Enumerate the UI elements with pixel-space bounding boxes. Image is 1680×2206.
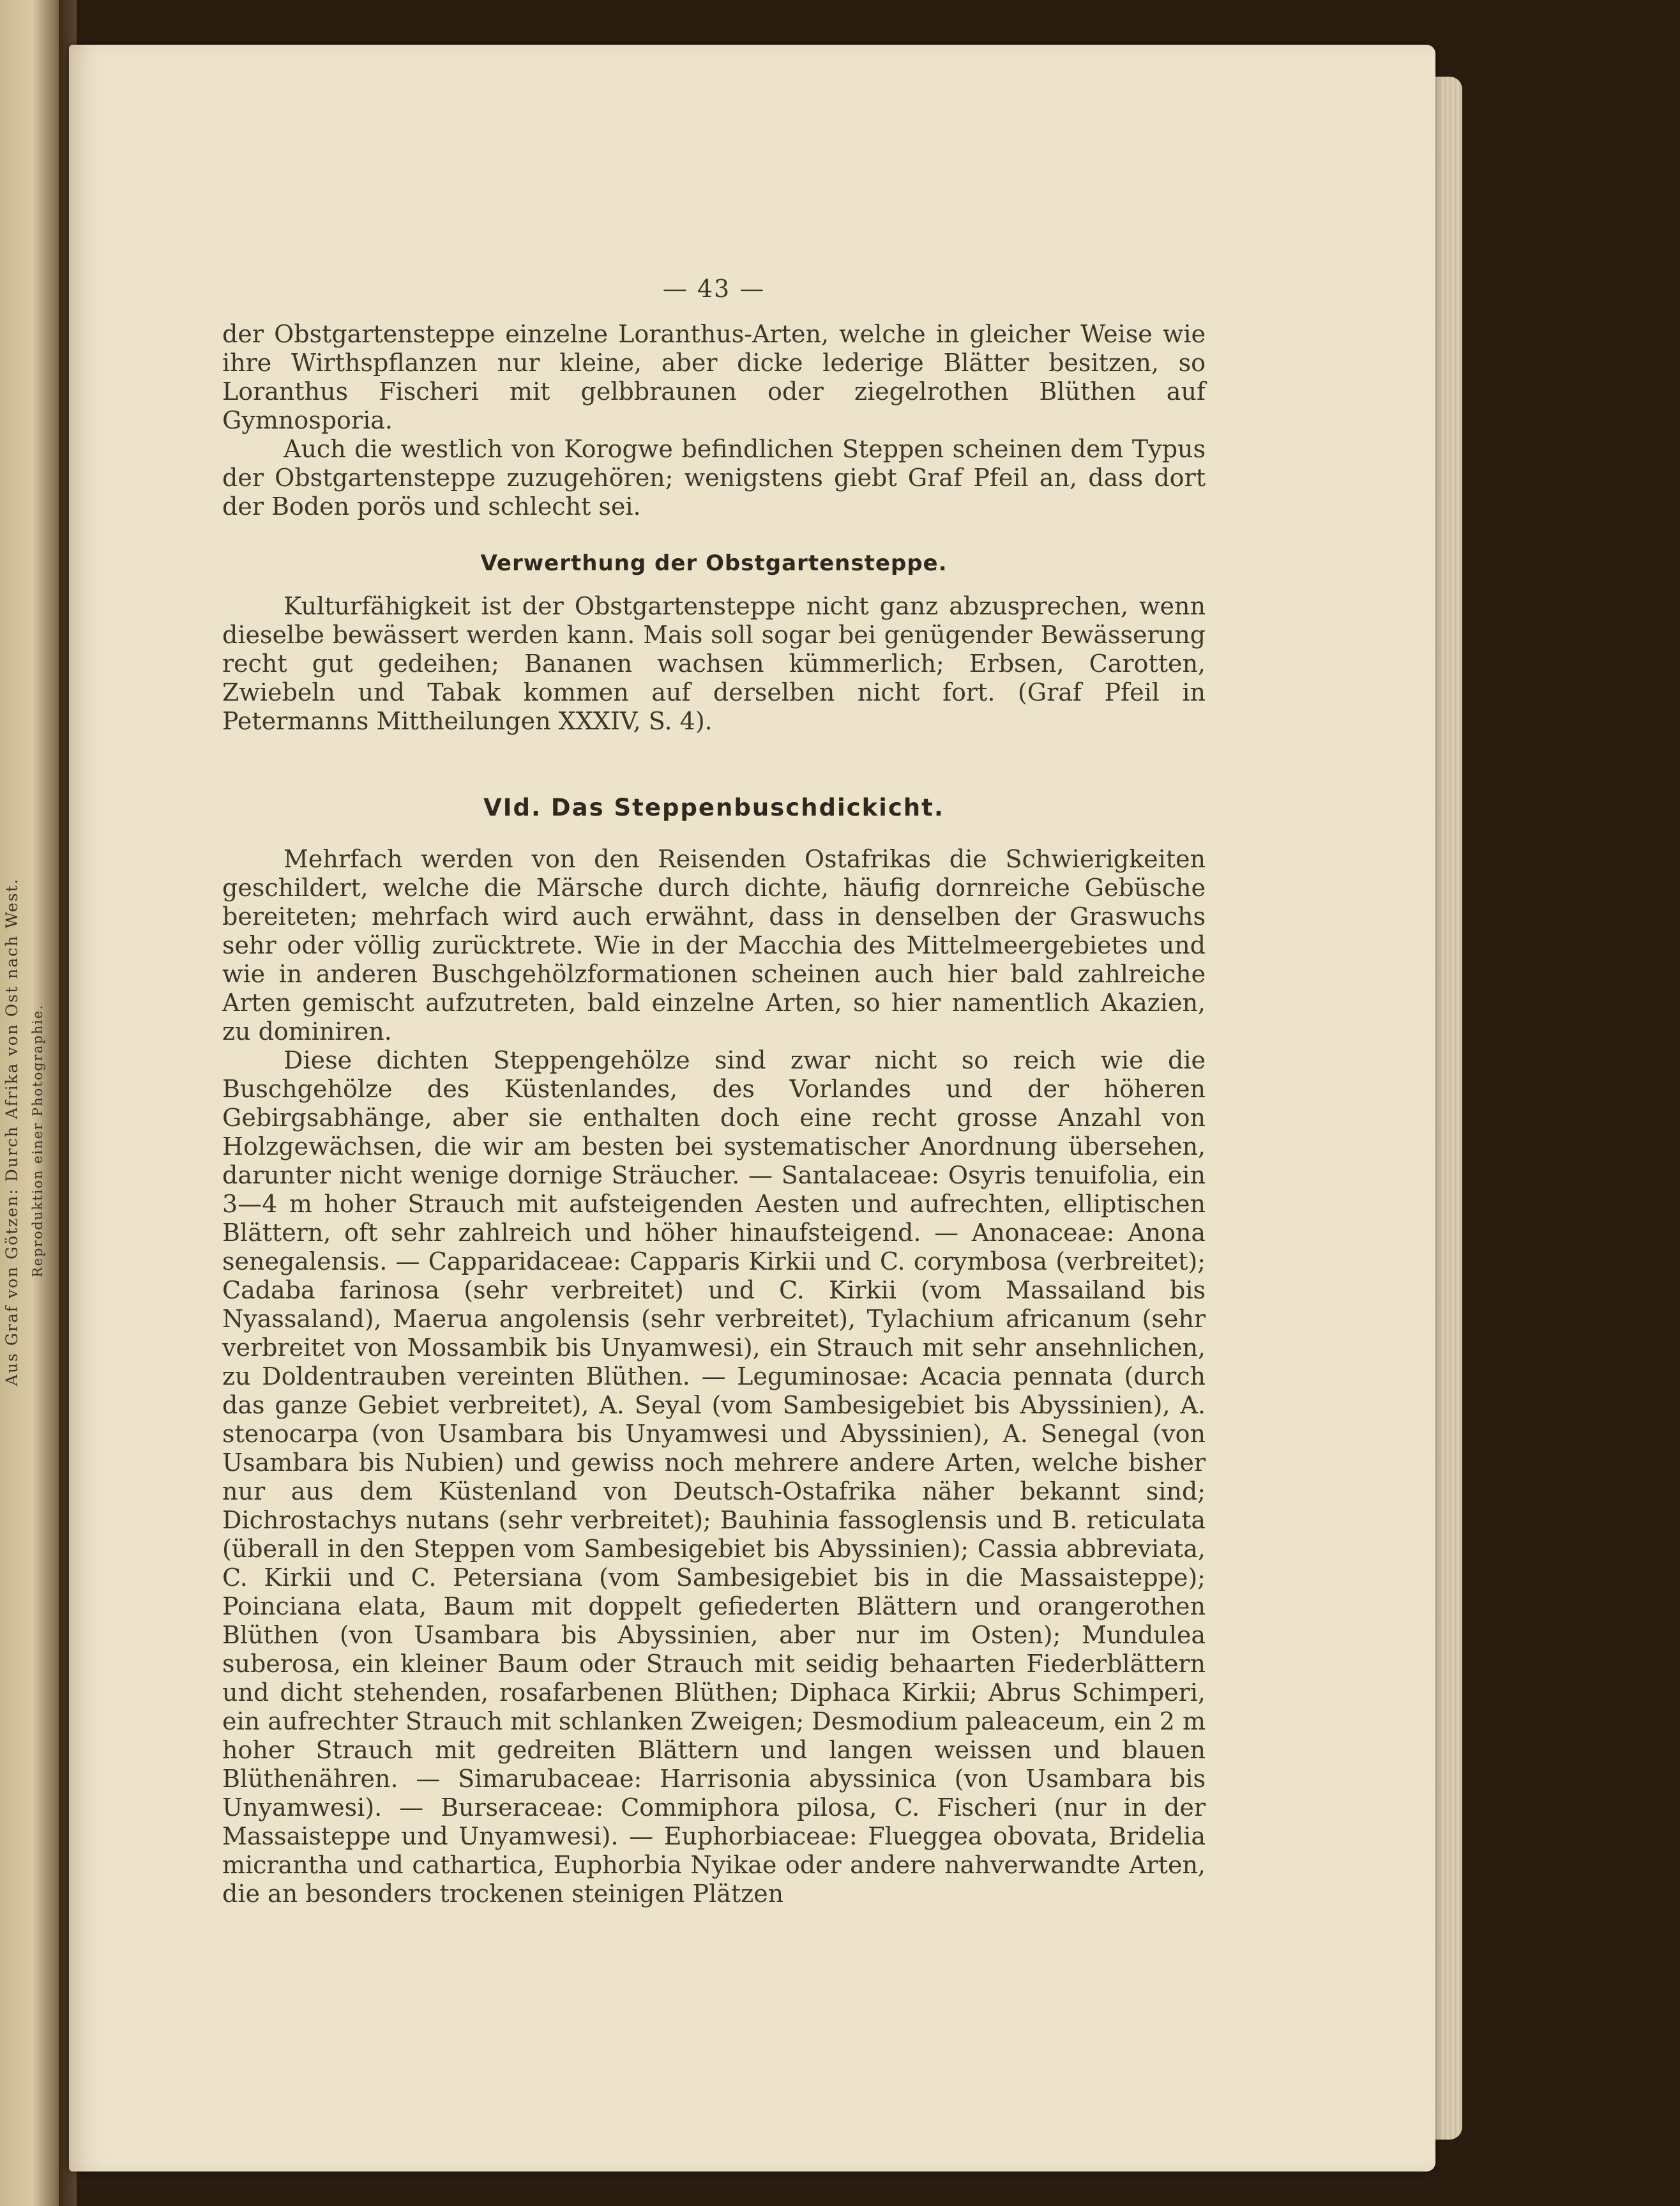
paragraph-korogwe: Auch die westlich von Korogwe befindlichen Steppen scheinen dem Typus der Obstgartensteppe zuzugehören; wenigstens giebt Graf Pfeil an, dass dort der Boden porös und schlecht sei. [222, 435, 1206, 521]
page-content [222, 275, 1206, 1908]
section-heading-verwerthung: Verwerthung der Obstgartensteppe. [480, 551, 948, 576]
previous-page-edge [0, 0, 59, 2206]
page-number: — 43 — [662, 275, 766, 303]
side-caption-line-2: Reproduktion einer Photographie. [30, 1003, 45, 1277]
side-caption [3, 811, 45, 1386]
side-caption-line-1: Aus Graf von Götzen: Durch Afrika von Ost nach West. [3, 878, 21, 1386]
paragraph-steppengehoelze: Diese dichten Steppengehölze sind zwar nicht so reich wie die Buschgehölze des Küstenlandes, des Vorlandes und der höheren Gebirgsabhänge, aber sie enthalten doch eine recht grosse Anzahl von Holzgewächsen, die wir am besten bei systematischer Anordnung übersehen, darunter nicht wenige dornige Sträucher. — Santalaceae: Osyris tenuifolia, ein 3—4 m hoher Strauch mit aufsteigenden Aesten und aufrechten, elliptischen Blättern, oft sehr zahlreich und höher hinaufsteigend. — Anonaceae: Anona senegalensis. — Capparidaceae: Capparis Kirkii und C. corymbosa (verbreitet); Cadaba farinosa (sehr verbreitet) und C. Kirkii (vom Massailand bis Nyassaland), Maerua angolensis (sehr verbreitet), Tylachium africanum (sehr verbreitet von Mossambik bis Unyamwesi), ein Strauch mit sehr ansehnlichen, zu Doldentrauben vereinten Blüthen. — Leguminosae: Acacia pennata (durch das ganze Gebiet verbreitet), A. Seyal (vom Sambesigebiet bis Abyssinien), A. stenocarpa (von Usambara bis Unyamwesi und Abyssinien), A. Senegal (von Usambara bis Nubien) und gewiss noch mehrere andere Arten, welche bisher nur aus dem Küstenland von Deutsch-Ostafrika näher bekannt sind; Dichrostachys nutans (sehr verbreitet); Bauhinia fassoglensis und B. reticulata (überall in den Steppen vom Sambesigebiet bis Abyssinien); Cassia abbreviata, C. Kirkii und C. Petersiana (vom Sambesigebiet bis in die Massaisteppe); Poinciana elata, Baum mit doppelt gefiederten Blättern und orangerothen Blüthen (von Usambara bis Abyssinien, aber nur im Osten); Mundulea suberosa, ein kleiner Baum oder Strauch mit seidig behaarten Fiederblättern und dicht stehenden, rosafarbenen Blüthen; Diphaca Kirkii; Abrus Schimperi, ein aufrechter Strauch mit schlanken Zweigen; Desmodium paleaceum, ein 2 m hoher Strauch mit gedreiten Blättern und langen weissen und blauen Blüthenähren. — Simarubaceae: Harrisonia abyssinica (von Usambara bis Unyamwesi). — Burseraceae: Commiphora pilosa, C. Fischeri (nur in der Massaisteppe und Unyamwesi). — Euphorbiaceae: Flueggea obovata, Bridelia micrantha und cathartica, Euphorbia Nyikae oder andere nahverwandte Arten, die an besonders trockenen steinigen Plätzen [222, 1046, 1206, 1908]
paragraph-continuation: der Obstgartensteppe einzelne Loranthus-Arten, welche in gleicher Weise wie ihre Wirthspflanzen nur kleine, aber dicke lederige Blätter besitzen, so Loranthus Fischeri mit gelbbraunen oder ziegelrothen Blüthen auf Gymnosporia. [222, 320, 1206, 434]
paragraph-kulturfaehigkeit: Kulturfähigkeit ist der Obstgartensteppe nicht ganz abzusprechen, wenn dieselbe bewässert werden kann. Mais soll sogar bei genügender Bewässerung recht gut gedeihen; Bananen wachsen kümmerlich; Erbsen, Carotten, Zwiebeln und Tabak kommen auf derselben nicht fort. (Graf Pfeil in Petermanns Mittheilungen XXXIV, S. 4). [222, 592, 1206, 735]
section-heading-steppenbuschdickicht: VId. Das Steppenbuschdickicht. [483, 794, 944, 821]
paragraph-mehrfach: Mehrfach werden von den Reisenden Ostafrikas die Schwierigkeiten geschildert, welche die Märsche durch dichte, häufig dornreiche Gebüsche bereiteten; mehrfach wird auch erwähnt, dass in denselben der Graswuchs sehr oder völlig zurücktrete. Wie in der Macchia des Mittelmeergebietes und wie in anderen Buschgehölzformationen scheinen auch hier bald zahlreiche Arten gemischt aufzutreten, bald einzelne Arten, so hier namentlich Akazien, zu dominiren. [222, 845, 1206, 1046]
